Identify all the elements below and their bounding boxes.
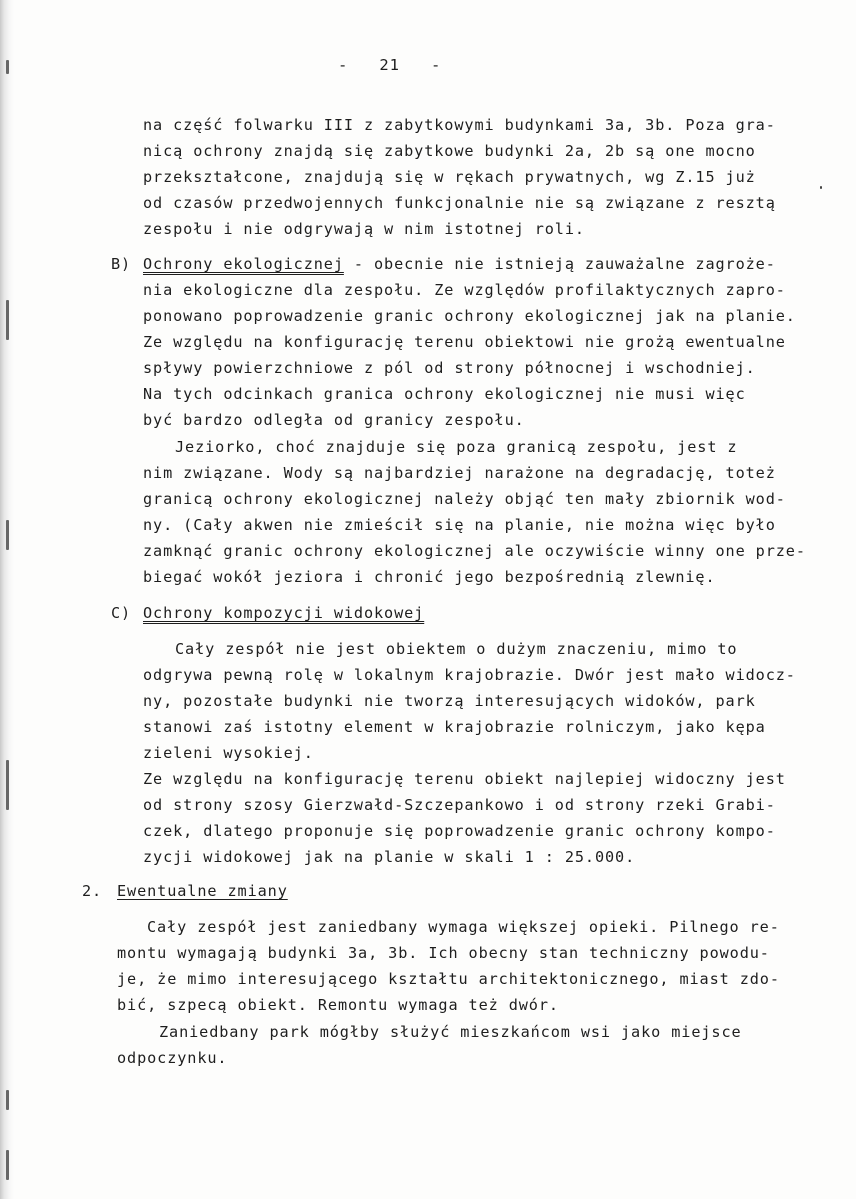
- binding-mark: [6, 300, 9, 340]
- text-line: Ze względu na konfigurację terenu obiektowi nie grożą ewentualne: [143, 333, 786, 351]
- text-line: ny. (Cały akwen nie zmieścił się na planie, nie można więc było: [143, 516, 776, 534]
- text-line: spływy powierzchniowe z pól od strony północnej i wschodniej.: [143, 359, 756, 377]
- text-line: odpoczynku.: [117, 1049, 228, 1067]
- text-line: stanowi zaś istotny element w krajobrazie rolniczym, jako kępa: [143, 718, 766, 736]
- text-line: zespołu i nie odgrywają w nim istotnej roli.: [143, 220, 585, 238]
- text-line: biegać wokół jeziora i chronić jego bezpośrednią zlewnię.: [143, 568, 716, 586]
- text-line: od strony szosy Gierzwałd-Szczepankowo i od strony rzeki Grabi-: [143, 796, 776, 814]
- section-marker: 2.: [82, 882, 103, 900]
- section-marker: B): [111, 255, 132, 273]
- section-heading: Ewentualne zmiany: [117, 882, 288, 900]
- text-line: je, że mimo interesującego kształtu architektonicznego, miast zdo-: [117, 970, 780, 988]
- text-line: zamknąć granic ochrony ekologicznej ale oczywiście winny one prze-: [143, 542, 806, 560]
- text-line: nim związane. Wody są najbardziej narażone na degradację, toteż: [143, 464, 776, 482]
- text-line: Jeziorko, choć znajduje się poza granicą zespołu, jest z: [175, 438, 738, 456]
- text-line: Na tych odcinkach granica ochrony ekologicznej nie musi więc: [143, 385, 746, 403]
- text-line: zieleni wysokiej.: [143, 744, 314, 762]
- scan-binding-edge: [0, 0, 14, 1199]
- section-heading: Ochrony kompozycji widokowej: [143, 604, 425, 622]
- text-line: czek, dlatego proponuje się poprowadzenie granic ochrony kompo-: [143, 822, 776, 840]
- text-line: na część folwarku III z zabytkowymi budynkami 3a, 3b. Poza gra-: [143, 116, 776, 134]
- binding-mark: [6, 1090, 9, 1110]
- text-line: Ze względu na konfigurację terenu obiekt najlepiej widoczny jest: [143, 770, 786, 788]
- text-line: nicą ochrony znajdą się zabytkowe budynki 2a, 2b są one mocno: [143, 142, 756, 160]
- text-line: ponowano poprowadzenie granic ochrony ekologicznej jak na planie.: [143, 307, 796, 325]
- section-marker: C): [111, 604, 132, 622]
- heading-continuation: - obecnie nie istnieją zauważalne zagroże-: [343, 255, 776, 273]
- text-line: być bardzo odległa od granicy zespołu.: [143, 411, 525, 429]
- text-line: zycji widokowej jak na planie w skali 1 : 25.000.: [143, 848, 636, 866]
- text-line: nia ekologiczne dla zespołu. Ze względów profilaktycznych zapro-: [143, 281, 786, 299]
- text-line: bić, szpecą obiekt. Remontu wymaga też dwór.: [117, 996, 559, 1014]
- text-line: Cały zespół nie jest obiektem o dużym znaczeniu, mimo to: [175, 640, 738, 658]
- binding-mark: [6, 60, 9, 74]
- section-heading: Ochrony ekologicznej: [143, 255, 344, 273]
- binding-mark: [6, 760, 9, 810]
- scan-speck: [820, 186, 822, 189]
- text-line: ny, pozostałe budynki nie tworzą interesujących widoków, park: [143, 692, 756, 710]
- text-line: granicą ochrony ekologicznej należy objąć ten mały zbiornik wod-: [143, 490, 786, 508]
- binding-mark: [6, 1150, 9, 1180]
- page-number: - 21 -: [338, 56, 442, 74]
- text-line: przekształcone, znajdują się w rękach prywatnych, wg Z.15 już: [143, 168, 756, 186]
- section-b-first-line: [143, 255, 776, 274]
- text-line: od czasów przedwojennych funkcjonalnie nie są związane z resztą: [143, 194, 776, 212]
- binding-mark: [6, 520, 9, 550]
- text-line: Cały zespół jest zaniedbany wymaga większej opieki. Pilnego re-: [147, 918, 780, 936]
- text-line: Zaniedbany park mógłby służyć mieszkańcom wsi jako miejsce: [159, 1023, 742, 1041]
- text-line: montu wymagają budynki 3a, 3b. Ich obecny stan techniczny powodu-: [117, 944, 770, 962]
- text-line: odgrywa pewną rolę w lokalnym krajobrazie. Dwór jest mało widocz-: [143, 666, 796, 684]
